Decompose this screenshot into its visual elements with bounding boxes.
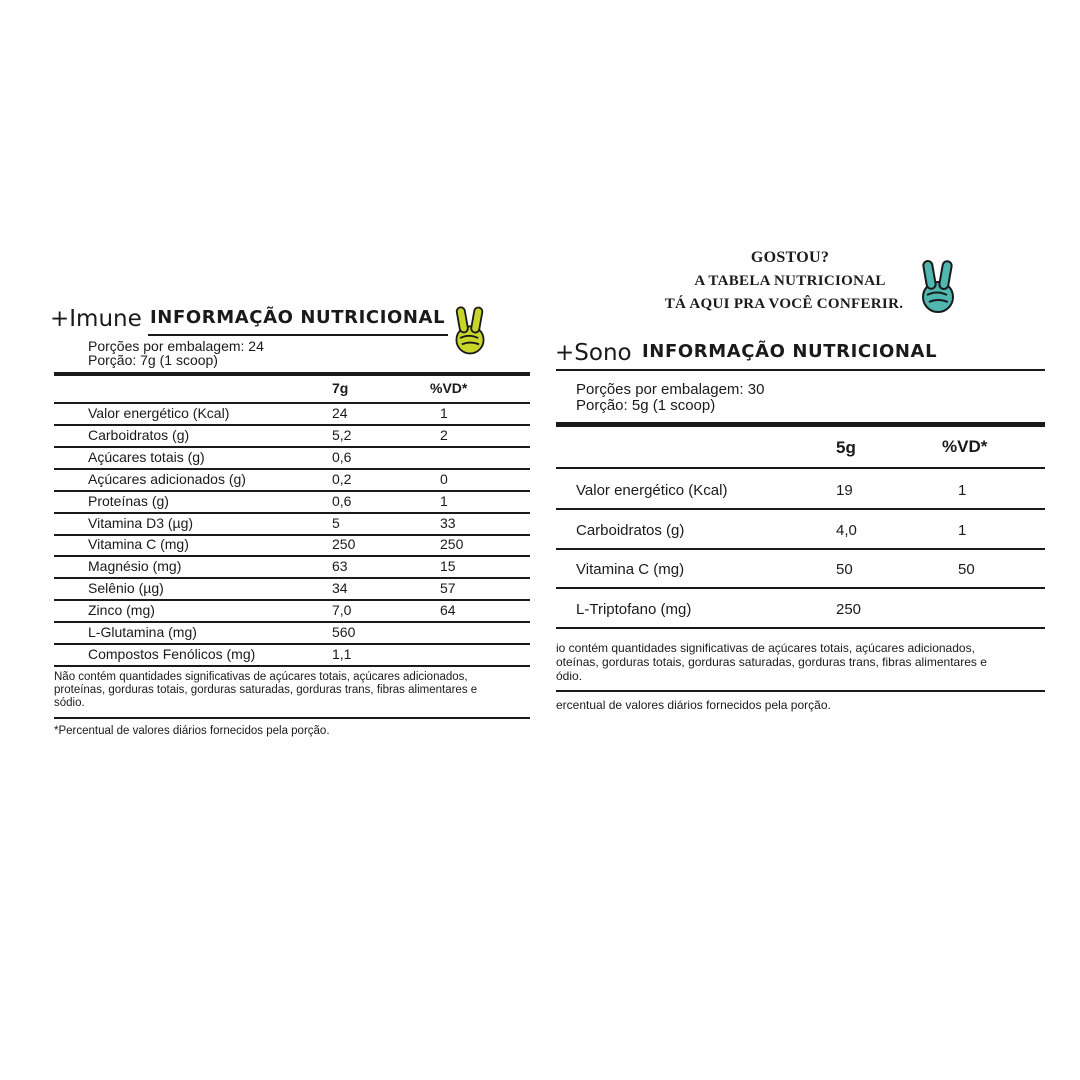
nutrient-name: Compostos Fenólicos (mg) <box>88 645 256 662</box>
row-rule <box>54 621 530 623</box>
header-thick-rule <box>54 372 530 376</box>
nutrient-name: Zinco (mg) <box>88 602 155 619</box>
nutrient-vd: 1 <box>440 492 448 509</box>
col-header-vd: %VD* <box>430 380 468 396</box>
nutrient-name: Açúcares totais (g) <box>88 448 205 465</box>
nutrient-name: Vitamina C (mg) <box>576 561 685 579</box>
nutrient-vd: 64 <box>440 602 456 619</box>
nutrient-amount: 250 <box>836 601 862 619</box>
nutrient-vd: 50 <box>958 561 975 579</box>
nutrient-name: L-Glutamina (mg) <box>88 624 197 640</box>
row-rule <box>54 424 530 426</box>
note-line-1: Não contém quantidades significativas de açúcares totais, açúcares adicionados, <box>54 671 468 683</box>
nutrient-name: Magnésio (mg) <box>88 558 182 575</box>
col-header-amount: 5g <box>836 438 856 457</box>
nutrient-amount: 63 <box>332 558 348 575</box>
nutrient-vd: 250 <box>440 536 464 553</box>
portion-size: Porção: 5g (1 scoop) <box>576 397 716 414</box>
servings-per-package: Porções por embalagem: 30 <box>576 381 765 398</box>
footnote-imune: *Percentual de valores diários fornecidos pela porção. <box>54 725 330 737</box>
row-rule <box>54 599 530 601</box>
row-rule <box>54 643 530 645</box>
header-rule <box>556 467 1045 469</box>
panel-title-sono: INFORMAÇÃO NUTRICIONAL <box>642 341 938 362</box>
peace-hand-yellow-icon <box>451 303 489 355</box>
nutrient-name: Carboidratos (g) <box>576 521 685 539</box>
nutrient-amount: 50 <box>836 561 853 579</box>
footnote-sono: ercentual de valores diários fornecidos pela porção. <box>556 698 831 712</box>
row-rule <box>556 548 1045 550</box>
row-rule <box>54 577 530 579</box>
row-rule <box>556 627 1045 629</box>
nutrient-amount: 560 <box>332 624 356 640</box>
servings-per-package: Porções por embalagem: 24 <box>88 338 264 354</box>
nutrient-name: L-Triptofano (mg) <box>576 601 692 619</box>
nutrient-amount: 5 <box>332 514 340 531</box>
nutrient-vd: 57 <box>440 580 456 597</box>
row-rule <box>54 534 530 536</box>
note-line-3: sódio. <box>54 697 85 709</box>
nutrient-amount: 5,2 <box>332 426 352 443</box>
nutrient-vd: 1 <box>440 405 448 421</box>
note-line-3: ódio. <box>556 669 583 683</box>
nutrient-name: Selênio (µg) <box>88 580 164 597</box>
nutrient-vd: 0 <box>440 470 448 487</box>
nutrient-name: Açúcares adicionados (g) <box>88 470 246 487</box>
nutrient-vd: 1 <box>958 482 967 499</box>
promo-line-1: GOSTOU? <box>750 249 830 266</box>
row-rule <box>556 587 1045 589</box>
row-rule <box>54 512 530 514</box>
col-header-amount: 7g <box>332 380 349 396</box>
note-sono <box>556 641 987 683</box>
row-rule <box>54 665 530 667</box>
title-rule-sono <box>556 369 1045 371</box>
nutrient-amount: 7,0 <box>332 602 352 619</box>
nutrient-vd: 15 <box>440 558 456 575</box>
nutrient-name: Proteínas (g) <box>88 492 169 509</box>
portion-size: Porção: 7g (1 scoop) <box>88 352 218 368</box>
promo-banner <box>650 246 930 316</box>
row-rule <box>54 446 530 448</box>
promo-line-3: TÁ AQUI PRA VOCÊ CONFERIR. <box>664 296 904 312</box>
nutrient-name: Carboidratos (g) <box>88 426 190 443</box>
nutrient-vd: 2 <box>440 426 448 443</box>
nutrient-amount: 0,6 <box>332 448 352 465</box>
note-line-2: oteínas, gorduras totais, gorduras saturadas, gorduras trans, fibras alimentares e <box>556 655 987 669</box>
nutrient-amount: 0,6 <box>332 492 352 509</box>
note-rule <box>556 690 1045 692</box>
nutrient-name: Vitamina D3 (µg) <box>88 514 194 531</box>
header-thick-rule <box>556 422 1045 427</box>
nutrient-amount: 34 <box>332 580 348 597</box>
brand-sono: +Sono <box>555 340 632 366</box>
promo-line-2: A TABELA NUTRICIONAL <box>694 273 886 289</box>
nutrient-name: Vitamina C (mg) <box>88 536 189 553</box>
col-header-vd: %VD* <box>942 437 988 456</box>
brand-imune: +Imune <box>50 306 142 332</box>
row-rule <box>54 468 530 470</box>
row-rule <box>54 490 530 492</box>
nutrient-amount: 4,0 <box>836 521 857 539</box>
note-line-1: io contém quantidades significativas de açúcares totais, açúcares adicionados, <box>556 641 975 655</box>
nutrient-name: Valor energético (Kcal) <box>88 405 230 421</box>
title-rule <box>148 334 448 336</box>
nutrient-amount: 1,1 <box>332 645 352 662</box>
nutrient-vd: 1 <box>958 521 967 539</box>
nutrient-name: Valor energético (Kcal) <box>576 482 728 499</box>
panel-title-imune: INFORMAÇÃO NUTRICIONAL <box>150 307 446 328</box>
row-rule <box>54 555 530 557</box>
nutrient-amount: 19 <box>836 482 853 499</box>
nutrient-amount: 250 <box>332 536 356 553</box>
row-rule <box>556 508 1045 510</box>
note-rule <box>54 717 530 719</box>
nutrient-amount: 24 <box>332 405 348 421</box>
nutrient-vd: 33 <box>440 514 456 531</box>
nutrient-amount: 0,2 <box>332 470 352 487</box>
header-rule <box>54 402 530 404</box>
note-imune <box>54 671 477 710</box>
peace-hand-teal-icon <box>917 257 959 313</box>
note-line-2: proteínas, gorduras totais, gorduras saturadas, gorduras trans, fibras alimentares e <box>54 684 478 696</box>
